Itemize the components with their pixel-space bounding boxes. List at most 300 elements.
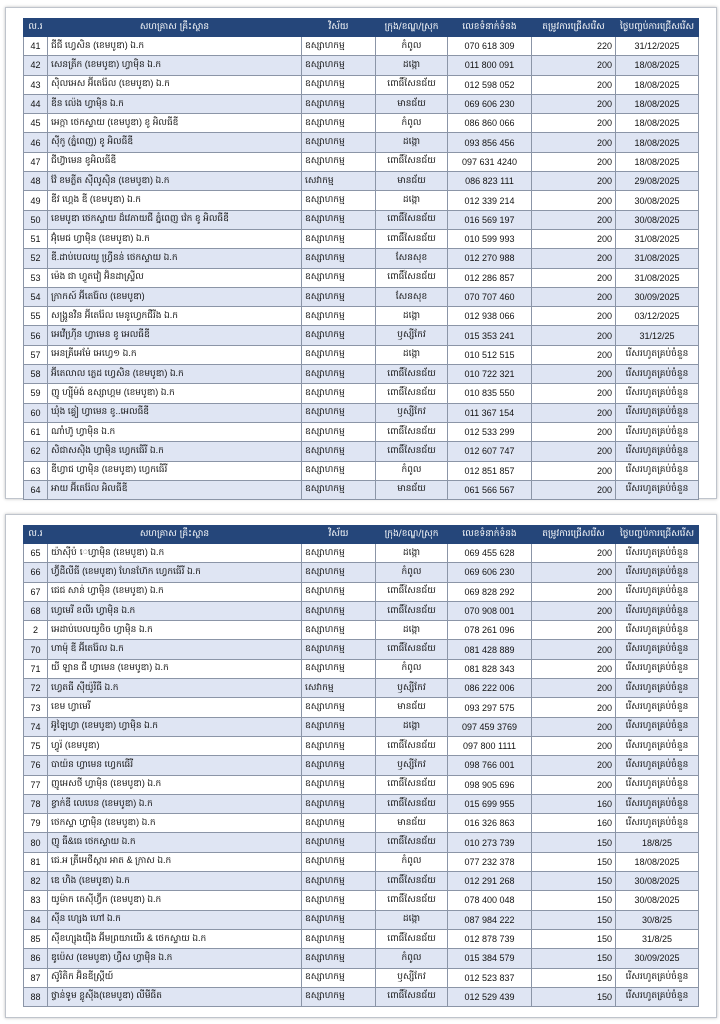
deadline: រើសរហូតគ្រប់ចំនួន: [616, 582, 699, 601]
required-count: 150: [532, 852, 616, 871]
deadline: រើសរហូតគ្រប់ចំនួន: [616, 987, 699, 1006]
deadline: រើសរហូតគ្រប់ចំនួន: [616, 698, 699, 717]
sector: ឧស្សាហកម្ម: [302, 442, 376, 461]
phone-number: 086 222 006: [448, 679, 532, 698]
phone-number: 010 835 550: [448, 384, 532, 403]
row-number: 73: [24, 698, 48, 717]
sector: ឧស្សាហកម្ម: [302, 307, 376, 326]
company-name: អាយ អ៊ីតេរ៉ែល អិលធីឌី: [48, 480, 302, 499]
table-row: [24, 544, 699, 563]
deadline: 03/12/2025: [616, 307, 699, 326]
row-number: 66: [24, 563, 48, 582]
required-count: 200: [532, 229, 616, 248]
phone-number: 015 353 241: [448, 326, 532, 345]
company-name: ម៉េង ជា ហ្វូតវៀ អ៊ិនដាស្រ្ទីល: [48, 268, 302, 287]
district: ឫស្សីកែវ: [376, 679, 448, 698]
sector: ឧស្សាហកម្ម: [302, 756, 376, 775]
district: កំពូល: [376, 852, 448, 871]
company-name: សិជាសស៊ិង ហ្វាម៉ិន ហ្វេកធើរី ឯ.ក: [48, 442, 302, 461]
required-count: 150: [532, 910, 616, 929]
sector: សេវាកម្ម: [302, 172, 376, 191]
row-number: 60: [24, 403, 48, 422]
company-name: អេក្កា ថេកស្ទាយ (ខេមបូឌា) ខូ អិលធីឌី: [48, 114, 302, 133]
header-district: ក្រុង/ខណ្ឌ/ស្រុក: [376, 526, 448, 544]
deadline: 18/08/2025: [616, 94, 699, 113]
row-number: 47: [24, 152, 48, 171]
sector: ឧស្សាហកម្ម: [302, 56, 376, 75]
header-number: ល.រ: [24, 19, 48, 37]
district: មានជ័យ: [376, 814, 448, 833]
required-count: 200: [532, 461, 616, 480]
deadline: 29/08/2025: [616, 172, 699, 191]
required-count: 150: [532, 929, 616, 948]
row-number: 86: [24, 949, 48, 968]
company-name: ញូ ធី&ធេ ថេកស្ទាយ ឯ.ក: [48, 833, 302, 852]
company-name: ជីជី ហ្វេសិន (ខេមបូឌា) ឯ.ក: [48, 37, 302, 56]
row-number: 63: [24, 461, 48, 480]
required-count: 160: [532, 814, 616, 833]
company-name: សេនត្រីក (ខេមបូឌា) ហ្វាម៉ិន ឯ.ក: [48, 56, 302, 75]
required-count: 200: [532, 442, 616, 461]
phone-number: 010 512 515: [448, 345, 532, 364]
company-name: ឌីហ្វាជ ហ្វាម៉ិន (ខេមបូឌា) ហ្វេកធើរី: [48, 461, 302, 480]
district: កំពូល: [376, 37, 448, 56]
row-number: 62: [24, 442, 48, 461]
row-number: 49: [24, 191, 48, 210]
sector: ឧស្សាហកម្ម: [302, 929, 376, 948]
company-name: សង្គ្រូនវិន អ៊ីតេរ៉ែល មេនូហ្វេកជឺរីង ឯ.ក: [48, 307, 302, 326]
row-number: 59: [24, 384, 48, 403]
table-row: [24, 422, 699, 441]
sector: ឧស្សាហកម្ម: [302, 287, 376, 306]
required-count: 200: [532, 287, 616, 306]
district: សែនសុខ: [376, 287, 448, 306]
table-row: [24, 210, 699, 229]
table-row: [24, 775, 699, 794]
table-row: [24, 114, 699, 133]
company-name: អ៊ូឡៃហ្វា (ខេមបូឌា) ហ្វាម៉ិន ឯ.ក: [48, 717, 302, 736]
row-number: 84: [24, 910, 48, 929]
district: ដង្កោ: [376, 191, 448, 210]
company-name: ជេជ សាន់ ហ្វាម៉ិន (ខេមបូឌា) ឯ.ក: [48, 582, 302, 601]
required-count: 200: [532, 717, 616, 736]
sector: ឧស្សាហកម្ម: [302, 384, 376, 403]
row-number: 70: [24, 640, 48, 659]
row-number: 56: [24, 326, 48, 345]
phone-number: 012 286 857: [448, 268, 532, 287]
recruitment-table-panel-2: [5, 514, 717, 1018]
table-row: [24, 968, 699, 987]
table-row: [24, 563, 699, 582]
row-number: 88: [24, 987, 48, 1006]
district: ពោធិ៍សែនជ័យ: [376, 422, 448, 441]
deadline: 30/08/2025: [616, 872, 699, 891]
deadline: 30/09/2025: [616, 949, 699, 968]
phone-number: 012 270 988: [448, 249, 532, 268]
sector: ឧស្សាហកម្ម: [302, 968, 376, 987]
company-name: ជីហ្វ៊ាមេន ខូអិលធីឌី: [48, 152, 302, 171]
deadline: រើសរហូតគ្រប់ចំនួន: [616, 480, 699, 499]
phone-number: 011 367 154: [448, 403, 532, 422]
header-required: តម្រូវការជ្រើសរើស: [532, 526, 616, 544]
district: ពោធិ៍សែនជ័យ: [376, 929, 448, 948]
row-number: 71: [24, 659, 48, 678]
company-name: ហ្វេតធី ស៊ីយ៉ូរីធី ឯ.ក: [48, 679, 302, 698]
sector: ឧស្សាហកម្ម: [302, 814, 376, 833]
district: ដង្កោ: [376, 910, 448, 929]
table-row: [24, 833, 699, 852]
sector: ឧស្សាហកម្ម: [302, 852, 376, 871]
company-name: ហ្វូរ៉ (ខេមបូឌា): [48, 736, 302, 755]
sector: ឧស្សាហកម្ម: [302, 133, 376, 152]
deadline: 31/08/2025: [616, 249, 699, 268]
sector: ឧស្សាហកម្ម: [302, 422, 376, 441]
sector: ឧស្សាហកម្ម: [302, 601, 376, 620]
company-name: ជេ.អ ត្រីអេថីស្តារ អាត & ក្រាស ឯ.ក: [48, 852, 302, 871]
phone-number: 012 339 214: [448, 191, 532, 210]
company-name: ឌេ ហិង (ខេមបូឌា) ឯ.ក: [48, 872, 302, 891]
deadline: រើសរហូតគ្រប់ចំនួន: [616, 544, 699, 563]
table-row: [24, 987, 699, 1006]
table-sheet: [23, 525, 698, 1007]
required-count: 200: [532, 601, 616, 620]
required-count: 200: [532, 422, 616, 441]
company-name: ក្រាកស៍ អ៊ីតេរ៉ែល (ខេមបូឌា): [48, 287, 302, 306]
deadline: រើសរហូតគ្រប់ចំនួន: [616, 756, 699, 775]
sector: ឧស្សាហកម្ម: [302, 403, 376, 422]
header-phone: លេខទំនាក់ទំនង: [448, 19, 532, 37]
deadline: 31/8/25: [616, 929, 699, 948]
company-name: ស៊ិលអេស អ៊ីតេរ៉ែល (ខេមបូឌា) ឯ.ក: [48, 75, 302, 94]
header-phone: លេខទំនាក់ទំនង: [448, 526, 532, 544]
row-number: 76: [24, 756, 48, 775]
company-name: អេដាប់បេលយូចិច ហ្វាម៉ិន ឯ.ក: [48, 621, 302, 640]
district: ពោធិ៍សែនជ័យ: [376, 268, 448, 287]
table-row: [24, 814, 699, 833]
deadline: រើសរហូតគ្រប់ចំនួន: [616, 775, 699, 794]
header-deadline: ថ្ងៃបញ្ចប់ការជ្រើសរើស: [616, 526, 699, 544]
row-number: 41: [24, 37, 48, 56]
table-body: [24, 37, 699, 500]
row-number: 87: [24, 968, 48, 987]
header-deadline: ថ្ងៃបញ្ចប់ការជ្រើសរើស: [616, 19, 699, 37]
company-name: ស៊ីកូ (ភ្នំពេញ) ខូ អិលធីឌី: [48, 133, 302, 152]
row-number: 82: [24, 872, 48, 891]
row-number: 45: [24, 114, 48, 133]
sector: ឧស្សាហកម្ម: [302, 910, 376, 929]
phone-number: 081 428 889: [448, 640, 532, 659]
phone-number: 086 860 066: [448, 114, 532, 133]
company-name: ណាំហ៊ូ ហ្វាម៉ិន ឯ.ក: [48, 422, 302, 441]
row-number: 53: [24, 268, 48, 287]
sector: ឧស្សាហកម្ម: [302, 621, 376, 640]
sector: ឧស្សាហកម្ម: [302, 345, 376, 364]
row-number: 52: [24, 249, 48, 268]
deadline: រើសរហូតគ្រប់ចំនួន: [616, 794, 699, 813]
company-name: អេនគ្រីអេម៉ែ អេហ្វេ១ ឯ.ក: [48, 345, 302, 364]
district: ពោធិ៍សែនជ័យ: [376, 987, 448, 1006]
phone-number: 086 823 111: [448, 172, 532, 191]
row-number: 43: [24, 75, 48, 94]
row-number: 77: [24, 775, 48, 794]
sector: ឧស្សាហកម្ម: [302, 775, 376, 794]
deadline: 31/12/2025: [616, 37, 699, 56]
district: សែនសុខ: [376, 249, 448, 268]
required-count: 200: [532, 172, 616, 191]
required-count: 200: [532, 480, 616, 499]
deadline: 30/09/2025: [616, 287, 699, 306]
district: ពោធិ៍សែនជ័យ: [376, 872, 448, 891]
deadline: រើសរហូតគ្រប់ចំនួន: [616, 717, 699, 736]
district: ពោធិ៍សែនជ័យ: [376, 210, 448, 229]
company-name: ស៊ូរិតិក អ៊ិនឌីស្ត្រីយ៍: [48, 968, 302, 987]
row-number: 74: [24, 717, 48, 736]
district: ឫស្សីកែវ: [376, 968, 448, 987]
company-name: ថេកស្ទា ហ្វាម៉ិន (ខេមបូឌា) ឯ.ក: [48, 814, 302, 833]
phone-number: 012 938 066: [448, 307, 532, 326]
sector: ឧស្សាហកម្ម: [302, 365, 376, 384]
row-number: 67: [24, 582, 48, 601]
required-count: 200: [532, 133, 616, 152]
required-count: 200: [532, 384, 616, 403]
sector: ឧស្សាហកម្ម: [302, 794, 376, 813]
district: ដង្កោ: [376, 133, 448, 152]
required-count: 200: [532, 775, 616, 794]
header-sector: វិស័យ: [302, 526, 376, 544]
sector: ឧស្សាហកម្ម: [302, 698, 376, 717]
district: ឫស្សីកែវ: [376, 403, 448, 422]
phone-number: 097 631 4240: [448, 152, 532, 171]
required-count: 200: [532, 621, 616, 640]
table-row: [24, 249, 699, 268]
company-name: អ៊ុំមេជ ហ្វាម៉ិន (ខេមបូឌា) ឯ.ក: [48, 229, 302, 248]
district: ពោធិ៍សែនជ័យ: [376, 775, 448, 794]
required-count: 200: [532, 679, 616, 698]
company-name: ស៊ីន ហ្សេង ហៅ ឯ.ក: [48, 910, 302, 929]
district: ដង្កោ: [376, 56, 448, 75]
phone-number: 093 856 456: [448, 133, 532, 152]
required-count: 200: [532, 698, 616, 717]
phone-number: 010 273 739: [448, 833, 532, 852]
district: កំពូល: [376, 659, 448, 678]
deadline: 18/08/2025: [616, 152, 699, 171]
company-name: ថ្វាន់ទូម ខ្លូស៊ីង(ខេមបូឌា) លីមីធីត: [48, 987, 302, 1006]
deadline: រើសរហូតគ្រប់ចំនួន: [616, 442, 699, 461]
deadline: 18/08/2025: [616, 56, 699, 75]
table-row: [24, 191, 699, 210]
table-row: [24, 910, 699, 929]
sector: ឧស្សាហកម្ម: [302, 152, 376, 171]
row-number: 46: [24, 133, 48, 152]
sector: ឧស្សាហកម្ម: [302, 229, 376, 248]
phone-number: 010 722 321: [448, 365, 532, 384]
deadline: 31/08/2025: [616, 268, 699, 287]
district: កំពូល: [376, 563, 448, 582]
table-row: [24, 172, 699, 191]
phone-number: 070 707 460: [448, 287, 532, 306]
row-number: 68: [24, 601, 48, 620]
phone-number: 069 606 230: [448, 563, 532, 582]
table-row: [24, 461, 699, 480]
company-name: ឌីន ល៉េង ហ្វាម៉ិន ឯ.ក: [48, 94, 302, 113]
company-name: អ៊ីតេលាល ភ្លេដ ហ្វេសិន (ខេមបូឌា) ឯ.ក: [48, 365, 302, 384]
company-name: យូម៉ាក តេស៊ីហ្វ៊ីក (ខេមបូឌា) ឯ.ក: [48, 891, 302, 910]
phone-number: 069 828 292: [448, 582, 532, 601]
district: ពោធិ៍សែនជ័យ: [376, 640, 448, 659]
district: ពោធិ៍សែនជ័យ: [376, 891, 448, 910]
table-row: [24, 75, 699, 94]
required-count: 200: [532, 736, 616, 755]
deadline: 18/8/25: [616, 833, 699, 852]
district: មានជ័យ: [376, 480, 448, 499]
required-count: 150: [532, 833, 616, 852]
phone-number: 070 908 001: [448, 601, 532, 620]
row-number: 51: [24, 229, 48, 248]
row-number: 55: [24, 307, 48, 326]
row-number: 57: [24, 345, 48, 364]
row-number: 75: [24, 736, 48, 755]
phone-number: 012 529 439: [448, 987, 532, 1006]
company-name: អេវើហ្រ៊ីន ហ្វាមេន ខូ អេលធីឌី: [48, 326, 302, 345]
sector: សេវាកម្ម: [302, 679, 376, 698]
required-count: 200: [532, 640, 616, 659]
district: ដង្កោ: [376, 621, 448, 640]
district: មានជ័យ: [376, 94, 448, 113]
sector: ឧស្សាហកម្ម: [302, 210, 376, 229]
phone-number: 078 261 096: [448, 621, 532, 640]
table-row: [24, 229, 699, 248]
row-number: 61: [24, 422, 48, 441]
deadline: រើសរហូតគ្រប់ចំនួន: [616, 659, 699, 678]
deadline: រើសរហូតគ្រប់ចំនួន: [616, 679, 699, 698]
row-number: 42: [24, 56, 48, 75]
required-count: 150: [532, 968, 616, 987]
table-row: [24, 640, 699, 659]
phone-number: 078 400 048: [448, 891, 532, 910]
sector: ឧស្សាហកម្ម: [302, 949, 376, 968]
required-count: 150: [532, 891, 616, 910]
company-name: ស៊ីខហ្សុងយ៉ឹង អ៊ីមព្រយាយើរ & ថេកស្ទាយ ឯ.ក: [48, 929, 302, 948]
district: កំពូល: [376, 114, 448, 133]
recruitment-table-1: [23, 18, 699, 500]
table-row: [24, 659, 699, 678]
deadline: 18/08/2025: [616, 852, 699, 871]
table-row: [24, 582, 699, 601]
phone-number: 012 851 857: [448, 461, 532, 480]
deadline: 30/08/2025: [616, 210, 699, 229]
district: ពោធិ៍សែនជ័យ: [376, 442, 448, 461]
sector: ឧស្សាហកម្ម: [302, 461, 376, 480]
company-name: ហ្វេមេរី ខលីរ ហ្វាម៉ិន ឯ.ក: [48, 601, 302, 620]
deadline: រើសរហូតគ្រប់ចំនួន: [616, 621, 699, 640]
row-number: 58: [24, 365, 48, 384]
table-row: [24, 94, 699, 113]
district: កំពូល: [376, 949, 448, 968]
deadline: 30/08/2025: [616, 191, 699, 210]
required-count: 200: [532, 544, 616, 563]
row-number: 79: [24, 814, 48, 833]
table-row: [24, 56, 699, 75]
table-row: [24, 852, 699, 871]
required-count: 200: [532, 268, 616, 287]
sector: ឧស្សាហកម្ម: [302, 891, 376, 910]
sector: ឧស្សាហកម្ម: [302, 94, 376, 113]
sector: ឧស្សាហកម្ម: [302, 736, 376, 755]
phone-number: 098 905 696: [448, 775, 532, 794]
required-count: 200: [532, 114, 616, 133]
table-row: [24, 717, 699, 736]
required-count: 200: [532, 563, 616, 582]
required-count: 200: [532, 191, 616, 210]
required-count: 160: [532, 794, 616, 813]
table-row: [24, 287, 699, 306]
deadline: រើសរហូតគ្រប់ចំនួន: [616, 345, 699, 364]
table-row: [24, 736, 699, 755]
row-number: 78: [24, 794, 48, 813]
required-count: 150: [532, 872, 616, 891]
row-number: 50: [24, 210, 48, 229]
phone-number: 012 523 837: [448, 968, 532, 987]
deadline: រើសរហូតគ្រប់ចំនួន: [616, 736, 699, 755]
header-district: ក្រុង/ខណ្ឌ/ស្រុក: [376, 19, 448, 37]
deadline: 31/08/2025: [616, 229, 699, 248]
deadline: រើសរហូតគ្រប់ចំនួន: [616, 365, 699, 384]
phone-number: 011 800 091: [448, 56, 532, 75]
phone-number: 016 326 863: [448, 814, 532, 833]
table-row: [24, 442, 699, 461]
phone-number: 087 984 222: [448, 910, 532, 929]
row-number: 65: [24, 544, 48, 563]
district: កំពូល: [376, 461, 448, 480]
company-name: ញូ ហ្ស៊ីម៉ង់ ឧស្សាហ្គម (ខេមបូឌា) ឯ.ក: [48, 384, 302, 403]
required-count: 200: [532, 249, 616, 268]
deadline: រើសរហូតគ្រប់ចំនួន: [616, 563, 699, 582]
phone-number: 016 569 197: [448, 210, 532, 229]
table-row: [24, 268, 699, 287]
table-row: [24, 756, 699, 775]
required-count: 200: [532, 94, 616, 113]
table-row: [24, 133, 699, 152]
required-count: 200: [532, 210, 616, 229]
phone-number: 012 598 052: [448, 75, 532, 94]
header-company: សហគ្រាស គ្រឹះស្ថាន: [48, 526, 302, 544]
sector: ឧស្សាហកម្ម: [302, 37, 376, 56]
deadline: 18/08/2025: [616, 114, 699, 133]
company-name: ឌីវ ហ្គេង ឌី (ខេមបូឌា) ឯ.ក: [48, 191, 302, 210]
table-row: [24, 480, 699, 499]
table-row: [24, 307, 699, 326]
row-number: 83: [24, 891, 48, 910]
table-row: [24, 698, 699, 717]
table-row: [24, 949, 699, 968]
district: ពោធិ៍សែនជ័យ: [376, 152, 448, 171]
phone-number: 061 566 567: [448, 480, 532, 499]
phone-number: 077 232 378: [448, 852, 532, 871]
sector: ឧស្សាហកម្ម: [302, 268, 376, 287]
deadline: រើសរហូតគ្រប់ចំនួន: [616, 422, 699, 441]
required-count: 200: [532, 307, 616, 326]
district: ពោធិ៍សែនជ័យ: [376, 601, 448, 620]
recruitment-table-2: [23, 525, 699, 1007]
deadline: 31/12/25: [616, 326, 699, 345]
required-count: 150: [532, 949, 616, 968]
company-name: ខេមបូឌា ថេកស្ទាយ ដ៏វេភាយជី ភ្នំពេញ វ៉េក ខូ អិលធីឌី: [48, 210, 302, 229]
district: ពោធិ៍សែនជ័យ: [376, 384, 448, 403]
header-required: តម្រូវការជ្រើសរើស: [532, 19, 616, 37]
sector: ឧស្សាហកម្ម: [302, 75, 376, 94]
table-row: [24, 152, 699, 171]
deadline: រើសរហូតគ្រប់ចំនួន: [616, 814, 699, 833]
